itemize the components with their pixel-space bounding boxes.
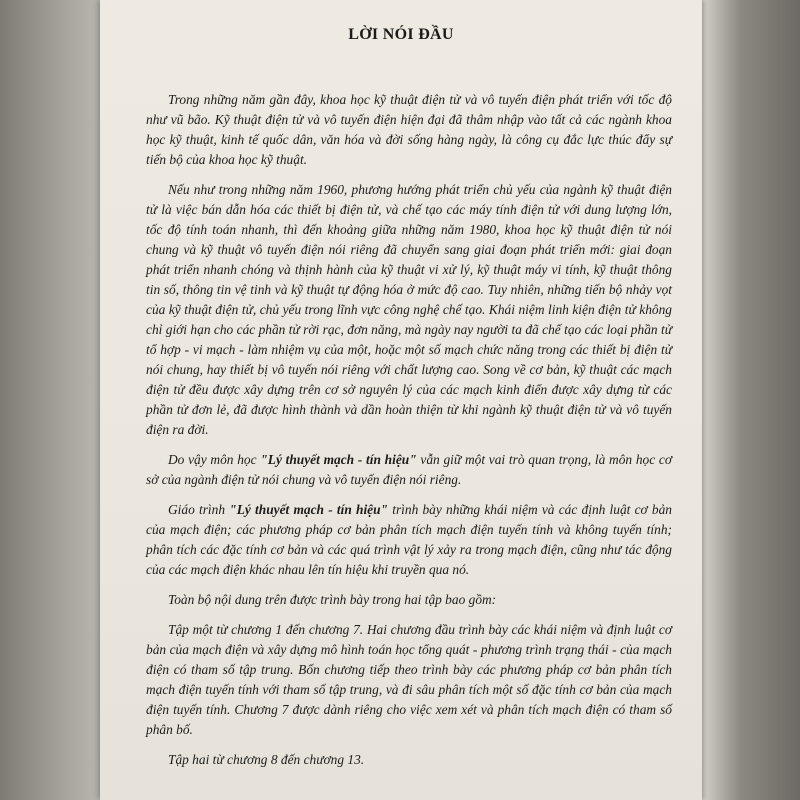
course-title-emphasis: "Lý thuyết mạch - tín hiệu" xyxy=(260,452,417,467)
paragraph-6: Tập một từ chương 1 đến chương 7. Hai chương đầu trình bày các khái niệm và định luật cơ bản của mạch điện và xây dựng mô hình toán học tổng quát - phương trình trạng thái - của mạch điện có tham số tập trung. Bốn chương tiếp theo trình bày các phương pháp cơ bản phân tích mạch điện tuyến tính với tham số tập trung, và đi sâu phân tích một số đặc tính cơ bản của mạch điện tuyến tính. Chương 7 được dành riêng cho việc xem xét và phân tích mạch điện có tham số phân bố. xyxy=(146,622,672,737)
paragraph-1: Trong những năm gần đây, khoa học kỹ thuật điện tử và vô tuyến điện phát triển với tốc độ như vũ bão. Kỹ thuật điện tử và vô tuyến điện hiện đại đã thâm nhập vào tất cả các ngành khoa học kỹ thuật, kinh tế quốc dân, văn hóa và đời sống hàng ngày, là công cụ đắc lực thúc đẩy sự tiến bộ của khoa học kỹ thuật. xyxy=(146,92,672,167)
paragraph-3 xyxy=(146,450,672,490)
paragraph-4-post: trình bày những khái niệm và các định luật cơ bản của mạch điện; các phương pháp cơ bản phân tích mạch điện tuyến tính và không tuyến tính; phân tích các đặc tính cơ bản và các quá trình vật lý xảy ra trong mạch điện, cũng như tác động của các mạch điện khác nhau lên tín hiệu khi truyền qua nó. xyxy=(146,502,672,577)
paragraph-3-post: vẫn giữ một vai trò quan trọng, là môn học cơ sở của ngành điện tử nói chung và vô tuyến điện nói riêng. xyxy=(146,452,673,487)
page-title: LỜI NÓI ĐẦU xyxy=(348,26,454,43)
book-page xyxy=(100,0,702,800)
paragraph-4 xyxy=(146,500,672,580)
paragraph-3-pre: Do vậy môn học xyxy=(168,452,261,467)
page-body xyxy=(146,90,672,780)
paragraph-2: Nếu như trong những năm 1960, phương hướng phát triển chủ yếu của ngành kỹ thuật điện tử là việc bán dẫn hóa các thiết bị điện tử, và chế tạo các máy tính điện tử với dung lượng lớn, tốc độ tính toán nhanh, thì đến khoảng giữa những năm 1980, khoa học kỹ thuật điện tử nói chung và kỹ thuật vô tuyến điện nói riêng đã chuyển sang giai đoạn phát triển mới: giai đoạn phát triển nhanh chóng và thịnh hành của kỹ thuật vi xử lý, kỹ thuật máy vi tính, kỹ thuật thông tin số, thông tin vệ tinh và kỹ thuật tự động hóa ở mức độ cao. Tuy nhiên, những tiến bộ nhảy vọt của kỹ thuật điện tử, chủ yếu trong lĩnh vực công nghệ chế tạo. Khái niệm linh kiện điện tử không chỉ giới hạn cho các phần tử rời rạc, đơn năng, mà ngày nay người ta đã chế tạo các loại phần tử tổ hợp - vi mạch - làm nhiệm vụ của một, hoặc một số mạch chức năng trong các thiết bị điện tử nói chung, hay thiết bị vô tuyến nói riêng với chất lượng cao. Song về cơ bản, kỹ thuật các mạch điện tử đều được xây dựng trên cơ sở nguyên lý của các mạch kinh điển được xây dựng từ các phần tử đơn lẻ, đã được hình thành và dần hoàn thiện từ khi ngành kỹ thuật điện tử và vô tuyến điện ra đời. xyxy=(146,182,672,437)
textbook-title-emphasis: "Lý thuyết mạch - tín hiệu" xyxy=(229,502,388,517)
paragraph-7: Tập hai từ chương 8 đến chương 13. xyxy=(168,752,365,767)
paragraph-5: Toàn bộ nội dung trên được trình bày trong hai tập bao gồm: xyxy=(168,592,497,607)
paragraph-4-pre: Giáo trình xyxy=(168,502,230,517)
next-page-edge xyxy=(700,0,800,800)
